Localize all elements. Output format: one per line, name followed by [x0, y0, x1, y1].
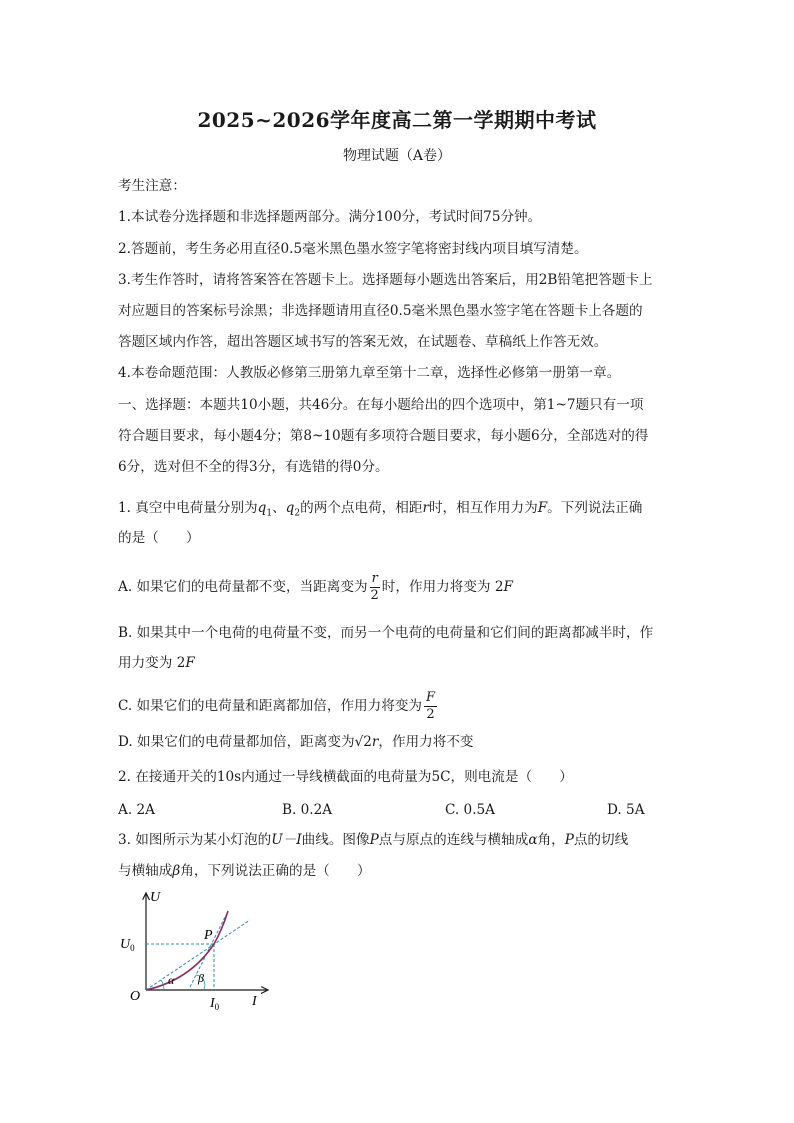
u-axis-label: U [150, 890, 161, 905]
ui-curve [146, 911, 228, 990]
q2-option-b: B. 0.2A [282, 802, 333, 818]
point-p-label: P [204, 928, 213, 943]
exam-title: 2025~2026学年度高二第一学期期中考试 [197, 108, 597, 132]
fraction-F-over-2: $\frac{F}{2}$ [426, 690, 436, 722]
q1-option-b-line2: 用力变为 2F [118, 655, 195, 671]
q1-option-b: B. 如果其中一个电荷的电荷量不变，而另一个电荷的电荷量和它们间的距离都减半时，作 [118, 625, 654, 641]
section-instructions-2: 符合题目要求，每小题4分；第8~10题有多项符合题目要求，每小题6分，全部选对的得 [118, 428, 649, 444]
q1-option-d: D. 如果它们的电荷量都加倍，距离变为√2r，作用力将不变 [118, 734, 474, 750]
q3-stem: 3. 如图所示为某小灯泡的U－I曲线。图像P点与原点的连线与横轴成α角，P点的切线 [118, 832, 629, 848]
notice-item-3: 3.考生作答时，请将答案答在答题卡上。选择题每小题选出答案后，用2B铅笔把答题卡上 [118, 272, 653, 288]
q3-stem-line2: 与横轴成β角，下列说法正确的是（ ） [118, 863, 371, 879]
i0-label: $I_0$ [210, 996, 220, 1012]
u0-label: $U_0$ [120, 937, 135, 953]
exam-subtitle: 物理试题（A卷） [342, 148, 452, 164]
fraction-r-over-2: $\frac{r}{2}$ [370, 571, 379, 603]
beta-label: β [198, 971, 204, 985]
notice-item-3-cont: 对应题目的答案标号涂黑；非选择题请用直径0.5毫米黑色墨水签字笔在答题卡上各题的 [118, 303, 643, 319]
q1-stem: 1. 真空中电荷量分别为$q_1$、$q_2$的两个点电荷，相距r时，相互作用力为F。下列说法正确 [118, 500, 643, 519]
q1-option-c: C. 如果它们的电荷量和距离都加倍，作用力将变为 $\frac{F}{2}$ [118, 690, 436, 722]
q2-option-c: C. 0.5A [445, 802, 495, 818]
i-axis-label: I [252, 994, 257, 1009]
notice-item-2: 2.答题前，考生务必用直径0.5毫米黑色墨水签字笔将密封线内项目填写清楚。 [118, 241, 588, 257]
notice-heading: 考生注意： [118, 178, 186, 194]
q1-option-a: A. 如果它们的电荷量都不变，当距离变为 $\frac{r}{2}$ 时，作用力将变为 2F [118, 571, 513, 603]
q2-option-d: D. 5A [607, 802, 645, 818]
section-instructions-1: 一、选择题：本题共10小题，共46分。在每小题给出的四个选项中，第1~7题只有一项 [118, 397, 644, 413]
ui-curve-figure [110, 885, 280, 1015]
q1-stem-line2: 的是（ ） [118, 530, 200, 546]
notice-item-4: 4.本卷命题范围：人教版必修第三册第九章至第十二章，选择性必修第一册第一章。 [118, 365, 621, 381]
origin-label: O [130, 989, 141, 1004]
q2-stem: 2. 在接通开关的10s内通过一导线横截面的电荷量为5C，则电流是（ ） [118, 769, 573, 785]
notice-item-3-cont2: 答题区域内作答，超出答题区域书写的答案无效，在试题卷、草稿纸上作答无效。 [118, 334, 608, 350]
alpha-label: α [168, 973, 175, 987]
section-instructions-3: 6分，选对但不全的得3分，有选错的得0分。 [118, 459, 389, 475]
notice-item-1: 1.本试卷分选择题和非选择题两部分。满分100分，考试时间75分钟。 [118, 209, 542, 225]
q2-option-a: A. 2A [118, 802, 155, 818]
